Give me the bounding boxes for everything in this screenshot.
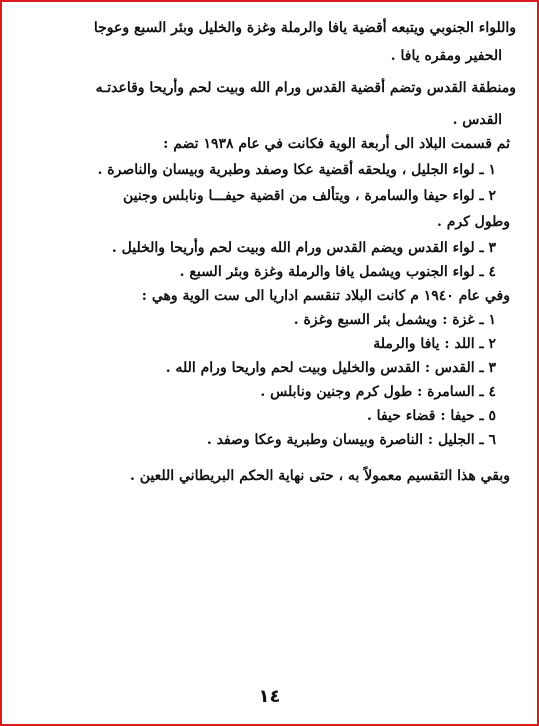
list-item: ٢ ـ لواء حيفا والسامرة ، ويتألف من اقضية حيفـــا ونابلس وجنين [122, 188, 496, 204]
text-line: ومنطقة القدس وتضم أقضية القدس ورام الله وبيت لحم وأريحا وقاعدتـه [95, 80, 516, 96]
list-item: ٦ ـ الجليل : الناصرة وبيسان وطبرية وعكا وصفد . [206, 432, 496, 448]
list-item: ١ ـ غزة : ويشمل بئر السبع وغزة . [293, 312, 496, 328]
list-item: ٥ ـ حيفا : قضاء حيفا . [366, 408, 496, 424]
text-line: ثم قسمت البلاد الى أربعة الوية فكانت في عام ١٩٣٨ تضم : [163, 136, 510, 152]
text-line: الحفير ومقره يافا . [390, 48, 502, 64]
list-item: ٤ ـ السامرة : طول كرم وجنين ونابلس . [260, 384, 496, 400]
list-item: ١ ـ لواء الجليل ، ويلحقه أقضية عكا وصفد وطبرية وبيسان والناصرة . [97, 162, 496, 178]
page-number: ١٤ [258, 686, 281, 707]
list-item: ٣ ـ القدس : القدس والخليل وبيت لحم واريحا ورام الله . [165, 360, 496, 376]
list-item: ٢ ـ اللد : يافا والرملة [373, 336, 496, 352]
text-line: وبقي هذا التقسيم معمولاً به ، حتى نهاية الحكم البريطاني اللعين . [129, 468, 510, 484]
text-line: واللواء الجنوبي ويتبعه أقضية يافا والرملة وغزة والخليل وبئر السبع وعوجا [93, 20, 516, 36]
list-item: ٣ ـ لواء القدس ويضم القدس ورام الله وبيت لحم وأريحا والخليل . [111, 240, 496, 256]
body-text [32, 18, 516, 486]
text-line: وفي عام ١٩٤٠ م كانت البلاد تنقسم اداريا الى ست الوية وهي : [141, 288, 510, 304]
text-line: وطول كرم . [437, 214, 510, 230]
list-item: ٤ ـ لواء الجنوب ويشمل يافا والرملة وغزة وبئر السبع . [179, 264, 496, 280]
text-line: القدس . [452, 112, 502, 128]
